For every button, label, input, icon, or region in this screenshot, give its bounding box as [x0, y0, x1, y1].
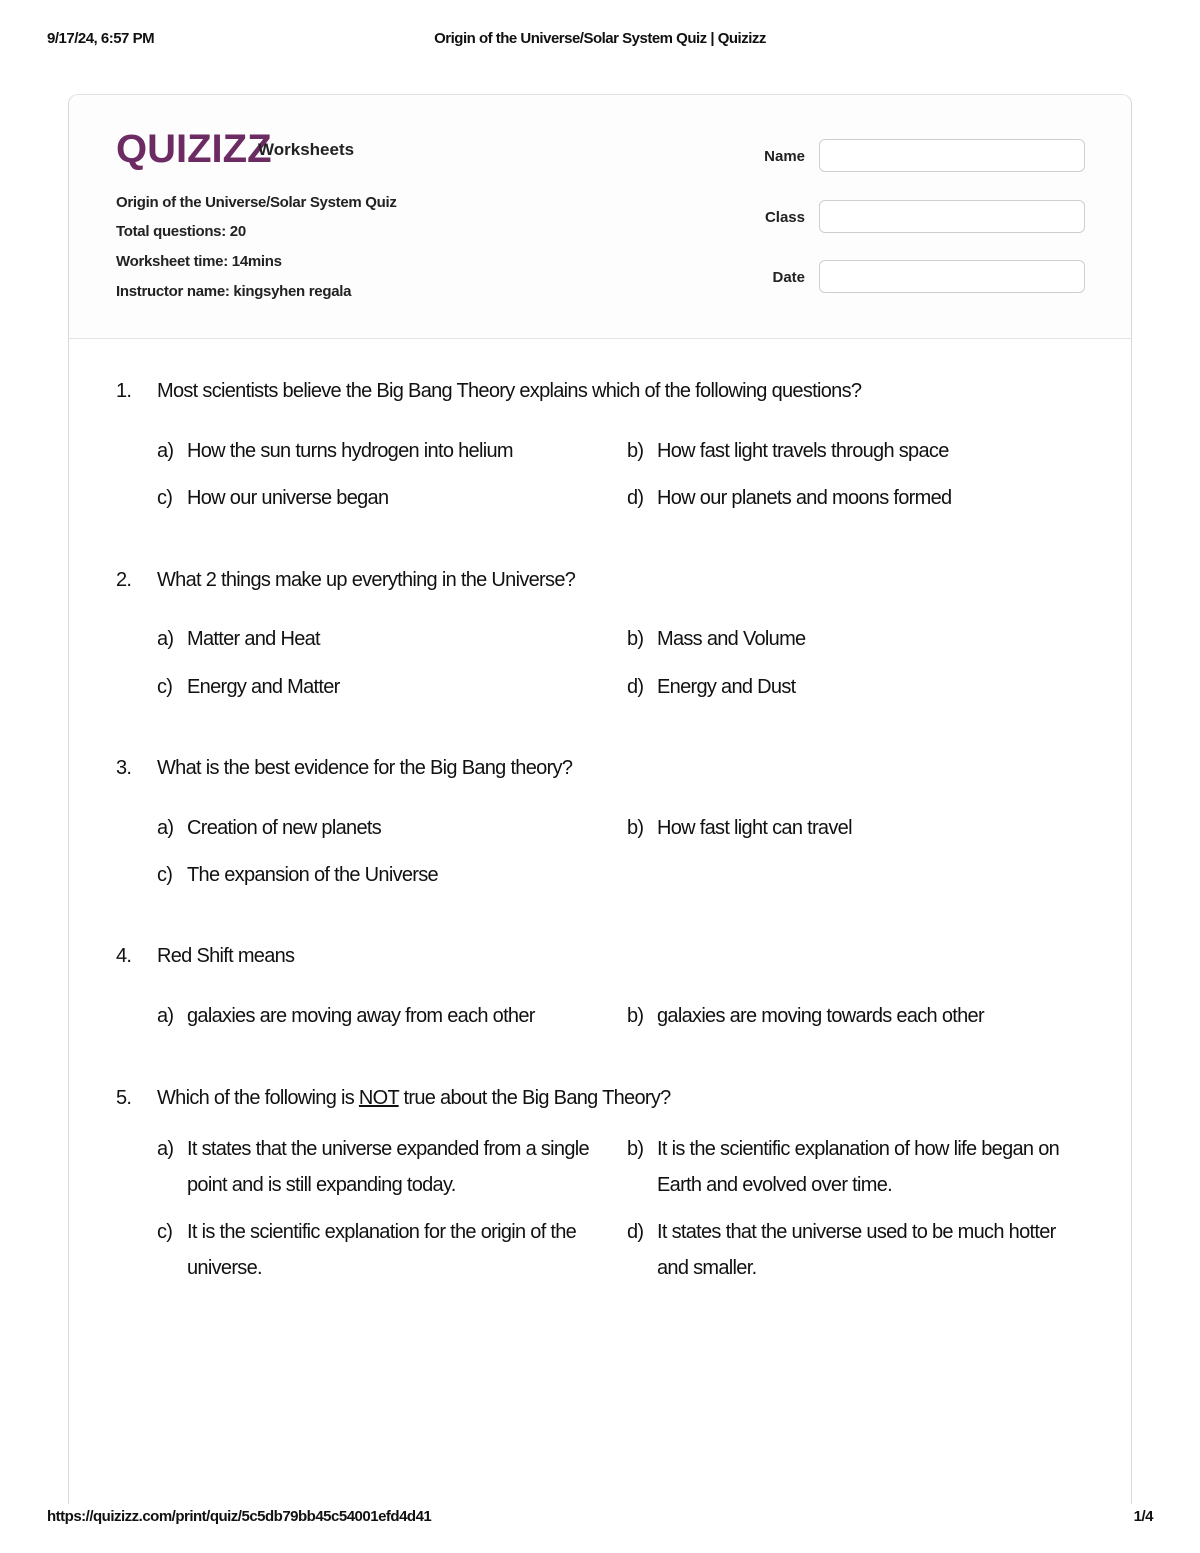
- option-text: Mass and Volume: [657, 628, 806, 650]
- name-field[interactable]: [819, 139, 1085, 172]
- question-text: [157, 1087, 671, 1110]
- print-footer: [47, 1508, 1153, 1528]
- option-text: How the sun turns hydrogen into helium: [187, 440, 513, 462]
- worksheet-time: Worksheet time: 14mins: [116, 253, 282, 270]
- class-label: Class: [764, 209, 805, 226]
- option-text: The expansion of the Universe: [187, 864, 438, 886]
- quizizz-logo: QUIZIZZ: [116, 127, 272, 171]
- option-letter: a): [157, 1005, 174, 1027]
- option-letter: d): [627, 676, 644, 698]
- option-text: galaxies are moving away from each other: [187, 1005, 535, 1027]
- option-letter: a): [157, 1138, 174, 1160]
- option-letter: b): [627, 1138, 644, 1160]
- option-text: Energy and Matter: [187, 676, 340, 698]
- option-letter: b): [627, 440, 644, 462]
- worksheet: [68, 94, 1132, 1504]
- print-url: https://quizizz.com/print/quiz/5c5db79bb45c54001efd4d41: [47, 1508, 432, 1525]
- option-text: It states that the universe used to be much hotter and smaller.: [657, 1221, 1056, 1279]
- quiz-title: Origin of the Universe/Solar System Quiz: [116, 194, 397, 211]
- option-letter: b): [627, 628, 644, 650]
- print-title: Origin of the Universe/Solar System Quiz | Quizizz: [434, 30, 766, 47]
- option-letter: a): [157, 628, 174, 650]
- option-letter: a): [157, 817, 174, 839]
- worksheet-header: [69, 95, 1131, 339]
- question-number: 1.: [116, 380, 132, 402]
- option-text: How our universe began: [187, 487, 389, 509]
- option-text: Matter and Heat: [187, 628, 320, 650]
- print-date: 9/17/24, 6:57 PM: [47, 30, 155, 47]
- option-text: galaxies are moving towards each other: [657, 1005, 984, 1027]
- class-field[interactable]: [819, 200, 1085, 233]
- question-text: What is the best evidence for the Big Bang theory?: [157, 757, 573, 779]
- date-field[interactable]: [819, 260, 1085, 293]
- emphasis-not: NOT: [358, 1087, 399, 1109]
- question-text: Most scientists believe the Big Bang Theory explains which of the following questions?: [157, 380, 862, 402]
- option-text: How our planets and moons formed: [657, 487, 952, 509]
- option-letter: b): [627, 817, 644, 839]
- total-questions: Total questions: 20: [116, 223, 246, 240]
- option-text: How fast light travels through space: [657, 440, 949, 462]
- option-text: Energy and Dust: [657, 676, 796, 698]
- name-label: Name: [764, 148, 805, 165]
- option-text: It states that the universe expanded from a single point and is still expanding today.: [187, 1138, 589, 1196]
- question-text: What 2 things make up everything in the Universe?: [157, 569, 576, 591]
- question-text-end: true about the Big Bang Theory?: [398, 1087, 671, 1109]
- date-label: Date: [772, 269, 805, 286]
- option-letter: c): [157, 487, 173, 509]
- option-letter: c): [157, 864, 173, 886]
- question-number: 5.: [116, 1087, 132, 1109]
- option-letter: a): [157, 440, 174, 462]
- question-number: 3.: [116, 757, 132, 779]
- option-text: It is the scientific explanation for the origin of the universe.: [187, 1221, 577, 1279]
- option-text: How fast light can travel: [657, 817, 852, 839]
- question-text-start: Which of the following is: [157, 1087, 359, 1109]
- question-number: 2.: [116, 569, 132, 591]
- option-letter: d): [627, 1221, 644, 1243]
- instructor-name: Instructor name: kingsyhen regala: [116, 283, 352, 300]
- print-header: [47, 30, 1153, 50]
- option-letter: c): [157, 676, 173, 698]
- option-letter: c): [157, 1221, 173, 1243]
- worksheets-label: Worksheets: [258, 140, 355, 159]
- page-number: 1/4: [1133, 1508, 1153, 1525]
- option-letter: b): [627, 1005, 644, 1027]
- option-text: Creation of new planets: [187, 817, 382, 839]
- option-text: It is the scientific explanation of how life began on Earth and evolved over time.: [657, 1138, 1060, 1196]
- option-letter: d): [627, 487, 644, 509]
- question-number: 4.: [116, 945, 132, 967]
- question-text: Red Shift means: [157, 945, 295, 967]
